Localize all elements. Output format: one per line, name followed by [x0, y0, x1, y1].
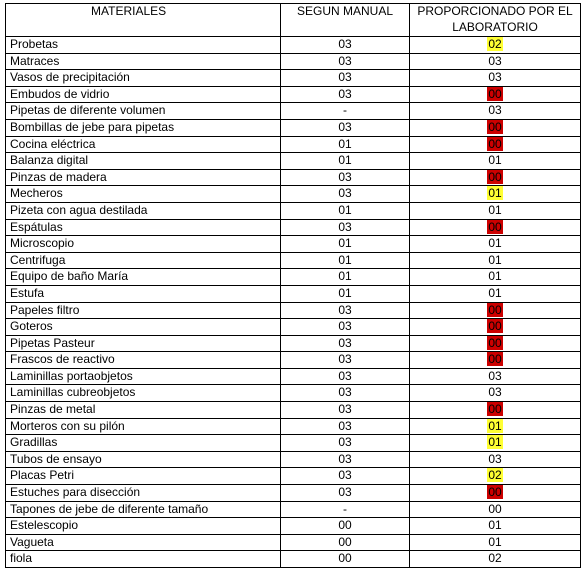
manual-quantity: 03	[281, 368, 410, 385]
material-name: Cocina eléctrica	[6, 136, 281, 153]
lab-quantity: 00	[488, 352, 502, 367]
manual-quantity: -	[281, 103, 410, 120]
materials-table	[5, 3, 581, 568]
lab-quantity: 00	[488, 319, 502, 334]
lab-quantity: 00	[488, 302, 502, 317]
lab-quantity: 01	[488, 418, 502, 433]
lab-quantity-cell	[410, 219, 581, 236]
lab-quantity-cell	[410, 236, 581, 253]
table-row	[6, 53, 581, 70]
lab-quantity-cell	[410, 103, 581, 120]
table-row	[6, 302, 581, 319]
lab-quantity-cell	[410, 186, 581, 203]
lab-quantity: 00	[488, 335, 502, 350]
manual-quantity: 03	[281, 70, 410, 87]
lab-quantity: 00	[488, 402, 502, 417]
lab-quantity-cell	[410, 402, 581, 419]
lab-quantity-cell	[410, 468, 581, 485]
lab-quantity: 00	[488, 169, 502, 184]
material-name: Embudos de vidrio	[6, 86, 281, 103]
material-name: Estelescopio	[6, 518, 281, 535]
lab-quantity-cell	[410, 285, 581, 302]
manual-quantity: 03	[281, 468, 410, 485]
lab-quantity-cell	[410, 385, 581, 402]
lab-quantity: 00	[488, 501, 502, 516]
material-name: Placas Petri	[6, 468, 281, 485]
table-row	[6, 86, 581, 103]
header-materiales: MATERIALES	[6, 4, 281, 37]
manual-quantity: 03	[281, 435, 410, 452]
table-row	[6, 352, 581, 369]
header-proporcionado: PROPORCIONADO POR EL LABORATORIO	[410, 4, 581, 37]
material-name: Mecheros	[6, 186, 281, 203]
manual-quantity: 00	[281, 534, 410, 551]
manual-quantity: 00	[281, 551, 410, 568]
table-row	[6, 319, 581, 336]
manual-quantity: 03	[281, 319, 410, 336]
table-row	[6, 219, 581, 236]
table-row	[6, 551, 581, 568]
table-row	[6, 285, 581, 302]
lab-quantity-cell	[410, 269, 581, 286]
table-row	[6, 37, 581, 54]
material-name: Morteros con su pilón	[6, 418, 281, 435]
table-row	[6, 119, 581, 136]
material-name: Vagueta	[6, 534, 281, 551]
lab-quantity: 03	[488, 53, 502, 68]
material-name: fiola	[6, 551, 281, 568]
lab-quantity-cell	[410, 252, 581, 269]
table-row	[6, 103, 581, 120]
lab-quantity-cell	[410, 435, 581, 452]
lab-quantity: 00	[488, 86, 502, 101]
lab-quantity-cell	[410, 551, 581, 568]
table-row	[6, 70, 581, 87]
manual-quantity: 03	[281, 451, 410, 468]
lab-quantity-cell	[410, 501, 581, 518]
manual-quantity: 03	[281, 418, 410, 435]
table-row	[6, 534, 581, 551]
table-row	[6, 269, 581, 286]
manual-quantity: 01	[281, 236, 410, 253]
lab-quantity: 03	[488, 368, 502, 383]
material-name: Bombillas de jebe para pipetas	[6, 119, 281, 136]
material-name: Pizeta con agua destilada	[6, 202, 281, 219]
lab-quantity: 03	[488, 70, 502, 85]
manual-quantity: 03	[281, 53, 410, 70]
material-name: Pinzas de madera	[6, 169, 281, 186]
lab-quantity-cell	[410, 352, 581, 369]
lab-quantity: 00	[488, 485, 502, 500]
table-row	[6, 136, 581, 153]
table-row	[6, 169, 581, 186]
material-name: Goteros	[6, 319, 281, 336]
table-row	[6, 418, 581, 435]
manual-quantity: 03	[281, 186, 410, 203]
lab-quantity-cell	[410, 202, 581, 219]
lab-quantity-cell	[410, 485, 581, 502]
lab-quantity: 01	[488, 202, 502, 217]
manual-quantity: 01	[281, 269, 410, 286]
manual-quantity: 03	[281, 169, 410, 186]
material-name: Espátulas	[6, 219, 281, 236]
table-row	[6, 202, 581, 219]
lab-quantity: 01	[488, 236, 502, 251]
lab-quantity-cell	[410, 153, 581, 170]
lab-quantity: 01	[488, 534, 502, 549]
material-name: Laminillas cubreobjetos	[6, 385, 281, 402]
lab-quantity-cell	[410, 451, 581, 468]
manual-quantity: 01	[281, 202, 410, 219]
lab-quantity: 01	[488, 285, 502, 300]
lab-quantity-cell	[410, 518, 581, 535]
manual-quantity: -	[281, 501, 410, 518]
lab-quantity-cell	[410, 53, 581, 70]
manual-quantity: 01	[281, 252, 410, 269]
manual-quantity: 03	[281, 119, 410, 136]
material-name: Pipetas Pasteur	[6, 335, 281, 352]
lab-quantity: 03	[488, 103, 502, 118]
lab-quantity-cell	[410, 368, 581, 385]
material-name: Estufa	[6, 285, 281, 302]
lab-quantity: 01	[488, 269, 502, 284]
material-name: Pipetas de diferente volumen	[6, 103, 281, 120]
lab-quantity: 01	[488, 435, 502, 450]
manual-quantity: 03	[281, 86, 410, 103]
lab-quantity-cell	[410, 119, 581, 136]
table-row	[6, 335, 581, 352]
manual-quantity: 01	[281, 153, 410, 170]
material-name: Frascos de reactivo	[6, 352, 281, 369]
table-row	[6, 501, 581, 518]
material-name: Balanza digital	[6, 153, 281, 170]
table-row	[6, 485, 581, 502]
material-name: Laminillas portaobjetos	[6, 368, 281, 385]
material-name: Estuches para disección	[6, 485, 281, 502]
lab-quantity-cell	[410, 169, 581, 186]
lab-quantity-cell	[410, 136, 581, 153]
manual-quantity: 03	[281, 37, 410, 54]
manual-quantity: 03	[281, 219, 410, 236]
manual-quantity: 03	[281, 335, 410, 352]
table-body	[6, 37, 581, 568]
lab-quantity-cell	[410, 86, 581, 103]
table-row	[6, 368, 581, 385]
table-row	[6, 468, 581, 485]
manual-quantity: 03	[281, 402, 410, 419]
manual-quantity: 03	[281, 352, 410, 369]
lab-quantity: 01	[488, 252, 502, 267]
manual-quantity: 03	[281, 485, 410, 502]
lab-quantity: 02	[488, 551, 502, 566]
lab-quantity-cell	[410, 37, 581, 54]
header-segun-manual: SEGUN MANUAL	[281, 4, 410, 37]
material-name: Matraces	[6, 53, 281, 70]
material-name: Gradillas	[6, 435, 281, 452]
table-row	[6, 385, 581, 402]
lab-quantity-cell	[410, 335, 581, 352]
material-name: Equipo de baño María	[6, 269, 281, 286]
lab-quantity-cell	[410, 70, 581, 87]
material-name: Tapones de jebe de diferente tamaño	[6, 501, 281, 518]
manual-quantity: 01	[281, 136, 410, 153]
table-row	[6, 451, 581, 468]
manual-quantity: 01	[281, 285, 410, 302]
lab-quantity: 03	[488, 451, 502, 466]
manual-quantity: 03	[281, 385, 410, 402]
material-name: Microscopio	[6, 236, 281, 253]
lab-quantity-cell	[410, 319, 581, 336]
lab-quantity: 01	[488, 153, 502, 168]
manual-quantity: 03	[281, 302, 410, 319]
material-name: Probetas	[6, 37, 281, 54]
lab-quantity: 00	[488, 136, 502, 151]
material-name: Centrifuga	[6, 252, 281, 269]
table-row	[6, 435, 581, 452]
table-row	[6, 153, 581, 170]
lab-quantity: 00	[488, 119, 502, 134]
lab-quantity: 01	[488, 186, 502, 201]
material-name: Pinzas de metal	[6, 402, 281, 419]
material-name: Vasos de precipitación	[6, 70, 281, 87]
material-name: Tubos de ensayo	[6, 451, 281, 468]
lab-quantity: 01	[488, 518, 502, 533]
table-row	[6, 518, 581, 535]
header-row	[6, 4, 581, 37]
manual-quantity: 00	[281, 518, 410, 535]
material-name: Papeles filtro	[6, 302, 281, 319]
table-row	[6, 252, 581, 269]
lab-quantity-cell	[410, 302, 581, 319]
lab-quantity-cell	[410, 534, 581, 551]
table-row	[6, 186, 581, 203]
table-row	[6, 236, 581, 253]
lab-quantity: 03	[488, 385, 502, 400]
lab-quantity: 02	[488, 468, 502, 483]
lab-quantity: 00	[488, 219, 502, 234]
lab-quantity-cell	[410, 418, 581, 435]
lab-quantity: 02	[488, 37, 502, 51]
table-row	[6, 402, 581, 419]
